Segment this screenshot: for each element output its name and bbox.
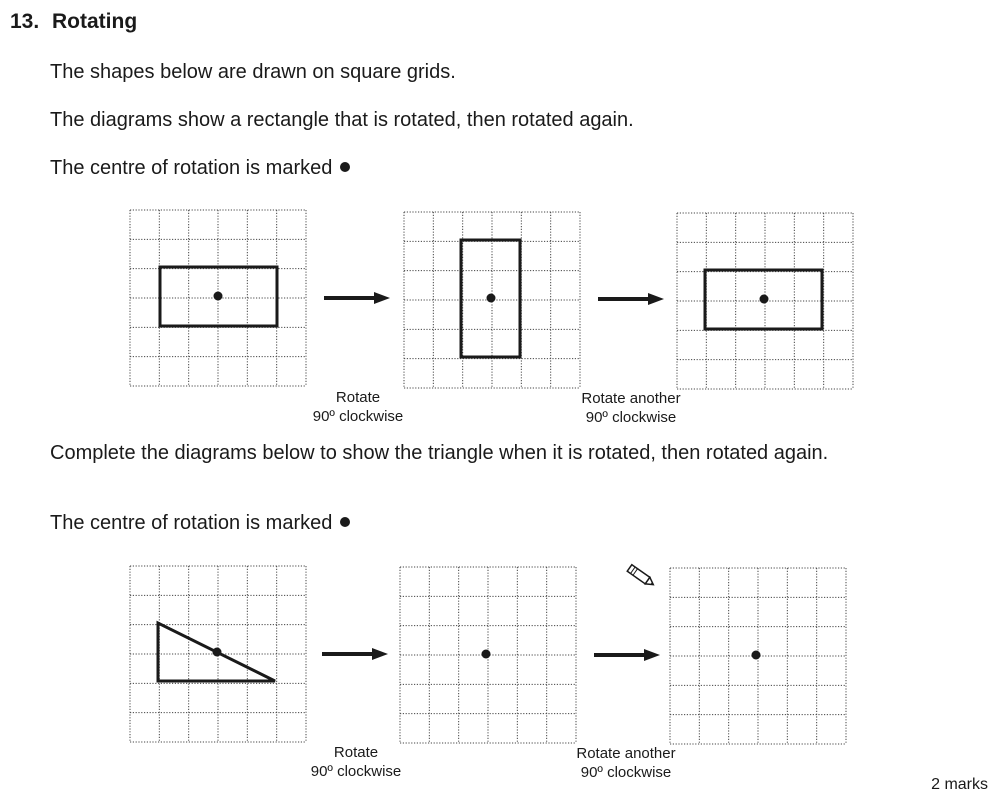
pencil-icon	[624, 562, 658, 590]
caption-triangle-rotate-second-line1: Rotate another	[576, 745, 676, 762]
grid-rectangle-rotated-twice	[675, 211, 855, 391]
centre-of-rotation	[213, 648, 222, 657]
caption-rotate-first-line2: 90º clockwise	[312, 408, 404, 425]
centre-of-rotation	[760, 295, 769, 304]
caption-triangle-rotate-second	[546, 744, 706, 782]
intro-line-3-text: The centre of rotation is marked	[50, 157, 333, 179]
task-centre-note	[50, 511, 850, 535]
grid-rectangle-rotated-once	[402, 210, 582, 390]
caption-rotate-first	[278, 388, 438, 426]
caption-rotate-second-line2: 90º clockwise	[585, 409, 677, 426]
arrow-right-icon	[322, 290, 392, 306]
grid-rectangle-original	[128, 208, 308, 388]
caption-triangle-rotate-first-line2: 90º clockwise	[310, 763, 402, 780]
grid-triangle-original	[128, 564, 308, 744]
centre-dot-icon	[340, 162, 350, 172]
arrow-right-icon	[596, 291, 666, 307]
grid-triangle-answer-2[interactable]	[668, 566, 848, 746]
centre-of-rotation	[752, 651, 761, 660]
caption-triangle-rotate-first	[276, 743, 436, 781]
caption-rotate-second	[551, 389, 711, 427]
task-centre-note-text: The centre of rotation is marked	[50, 512, 333, 534]
question-title: Rotating	[52, 10, 138, 33]
caption-rotate-first-line1: Rotate	[335, 389, 381, 406]
centre-dot-icon	[340, 517, 350, 527]
centre-of-rotation	[487, 294, 496, 303]
question-number: 13.	[10, 10, 40, 33]
arrow-right-icon	[592, 647, 662, 663]
grid-triangle-answer-1[interactable]	[398, 565, 578, 745]
caption-triangle-rotate-first-line1: Rotate	[333, 744, 379, 761]
intro-line-1: The shapes below are drawn on square grids.	[50, 61, 456, 83]
task-instruction: Complete the diagrams below to show the triangle when it is rotated, then rotated again.	[50, 442, 829, 464]
caption-triangle-rotate-second-line2: 90º clockwise	[580, 764, 672, 781]
caption-rotate-second-line1: Rotate another	[581, 390, 681, 407]
centre-of-rotation	[482, 650, 491, 659]
intro-line-2: The diagrams show a rectangle that is rotated, then rotated again.	[50, 109, 634, 131]
arrow-right-icon	[320, 646, 390, 662]
centre-of-rotation	[214, 292, 223, 301]
marks-label: 2 marks	[931, 776, 988, 793]
intro-line-3	[50, 156, 850, 180]
